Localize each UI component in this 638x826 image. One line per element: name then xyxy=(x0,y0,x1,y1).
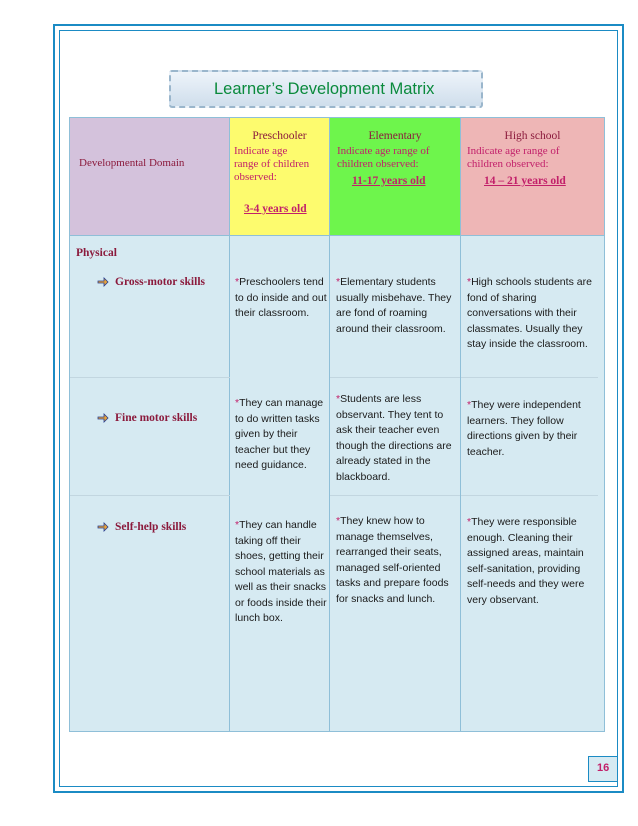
cell-gross-preschooler: *Preschoolers tend to do inside and out their classroom. xyxy=(235,276,327,319)
row-divider xyxy=(330,377,460,378)
row-divider xyxy=(330,495,460,496)
row-divider xyxy=(70,495,230,496)
cell-selfhelp-elementary: *They knew how to manage themselves, rearranged their seats, managed self-oriented tasks and prepare foods for snacks and lunch. xyxy=(336,515,449,605)
column-range-elementary: 11-17 years old xyxy=(352,175,426,187)
header-domain-cell xyxy=(70,118,229,235)
column-title-preschooler: Preschooler xyxy=(252,130,307,142)
column-title-highschool: High school xyxy=(504,130,561,142)
column-sub-highschool: Indicate age range of children observed: xyxy=(467,145,560,170)
domain-header-label: Developmental Domain xyxy=(79,157,185,169)
column-sub-preschooler: Indicate age range of children observed: xyxy=(234,145,310,183)
cell-gross-highschool: *High schools students are fond of sharing conversations with their classmates. Usually they stay inside the classroom. xyxy=(467,276,592,350)
cell-fine-highschool: *They were independent learners. They follow directions given by their teacher. xyxy=(467,399,581,458)
domain-physical-label: Physical xyxy=(76,247,117,259)
row-divider xyxy=(461,377,598,378)
row-divider xyxy=(461,495,598,496)
arrow-bullet-icon xyxy=(97,276,109,288)
cell-selfhelp-highschool: *They were responsible enough. Cleaning their assigned areas, maintain self-sanitation, providing self-needs and they were very observant. xyxy=(467,516,585,606)
arrow-bullet-icon xyxy=(97,521,109,533)
page-title: Learner’s Development Matrix xyxy=(214,80,435,98)
column-divider xyxy=(460,118,461,731)
column-range-highschool: 14 – 21 years old xyxy=(484,175,566,187)
skill-self-help: Self-help skills xyxy=(115,521,187,533)
page-number: 16 xyxy=(597,762,610,774)
cell-selfhelp-preschooler: *They can handle taking off their shoes, getting their school materials as well as their snacks or foods inside their lunch box. xyxy=(235,519,327,624)
column-divider xyxy=(229,118,230,731)
header-divider xyxy=(70,235,604,236)
column-range-preschooler: 3-4 years old xyxy=(244,203,307,215)
cell-fine-elementary: *Students are less observant. They tent to ask their teacher even though the directions are already stated in the blackboard. xyxy=(336,393,452,483)
column-divider xyxy=(329,118,330,731)
skill-gross-motor: Gross-motor skills xyxy=(115,276,205,288)
arrow-bullet-icon xyxy=(97,412,109,424)
skill-fine-motor: Fine motor skills xyxy=(115,412,198,424)
column-sub-elementary: Indicate age range of children observed: xyxy=(337,145,430,170)
cell-fine-preschooler: *They can manage to do written tasks given by their teacher but they need guidance. xyxy=(235,397,324,471)
cell-gross-elementary: *Elementary students usually misbehave. They are fond of roaming around their classroom. xyxy=(336,276,452,335)
column-title-elementary: Elementary xyxy=(368,130,422,142)
row-divider xyxy=(70,377,230,378)
